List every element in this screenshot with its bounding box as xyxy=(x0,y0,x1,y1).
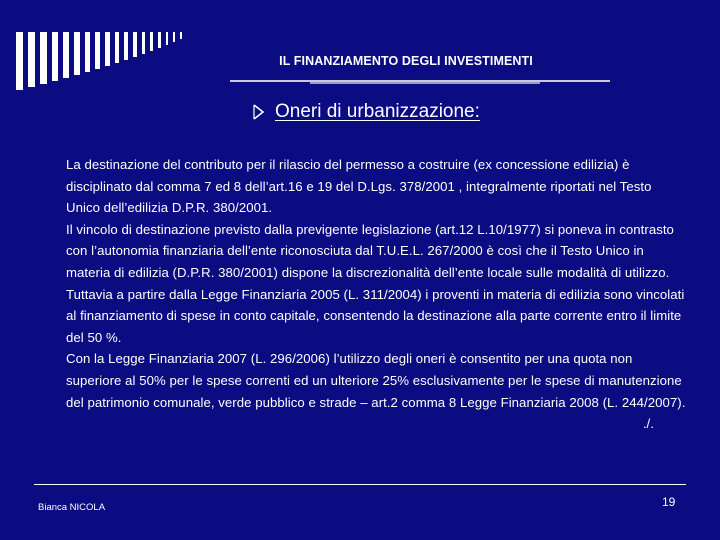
page-number: 19 xyxy=(662,495,676,509)
decorative-bar xyxy=(173,32,175,42)
end-mark: ./. xyxy=(642,416,654,432)
decorative-bar xyxy=(150,32,153,51)
decorative-bar xyxy=(142,32,145,54)
slide-title: IL FINANZIAMENTO DEGLI INVESTIMENTI xyxy=(279,54,533,68)
decorative-bar xyxy=(166,32,168,45)
paragraph: Il vincolo di destinazione previsto dalla previgente legislazione (art.12 L.10/1977) si poneva in contrasto con l’autonomia finanziaria dell’ente riconosciuta dal T.U.E.L. 267/2000 è così che il Testo Unico in materia di edilizia (D.P.R. 380/2001) dispone la discrezionalità dell’ente locale sulle modalità di utilizzo. xyxy=(66,221,674,280)
decorative-bar xyxy=(158,32,161,48)
author-name: Bianca NICOLA xyxy=(38,502,106,513)
paragraph-text: Con la Legge Finanziaria 2007 (L. 296/2006) l’utilizzo degli oneri è consentito per una quota non superiore al 50% per le spese correnti ed un ulteriore 25% esclusivamente per le spese di manutenzione del patrimonio comunale, verde pubblico e strade – art.2 comma 8 Legge Finanziaria 2008 (L. 244/2007). xyxy=(66,351,686,410)
title-underline xyxy=(230,80,610,82)
paragraph: Tuttavia a partire dalla Legge Finanziaria 2005 (L. 311/2004) i proventi in materia di edilizia sono vincolati al finanziamento di spese in conto capitale, consentendo la destinazione alla parte corrente entro il limite del 50 %. xyxy=(66,286,685,345)
section-heading xyxy=(252,101,480,123)
paragraph xyxy=(66,348,686,432)
decorative-bar xyxy=(180,32,182,39)
body-text xyxy=(66,154,686,435)
paragraph: La destinazione del contributo per il rilascio del permesso a costruire (ex concessione edilizia) è disciplinato dal comma 7 ed 8 dell’art.16 e 19 del D.Lgs. 378/2001 , integralmente riportati nel Testo Unico dell’edilizia D.P.R. 380/2001. xyxy=(66,157,652,216)
footer-divider xyxy=(34,484,686,485)
section-heading-text: Oneri di urbanizzazione: xyxy=(275,101,480,122)
arrow-bullet-icon xyxy=(252,103,266,121)
